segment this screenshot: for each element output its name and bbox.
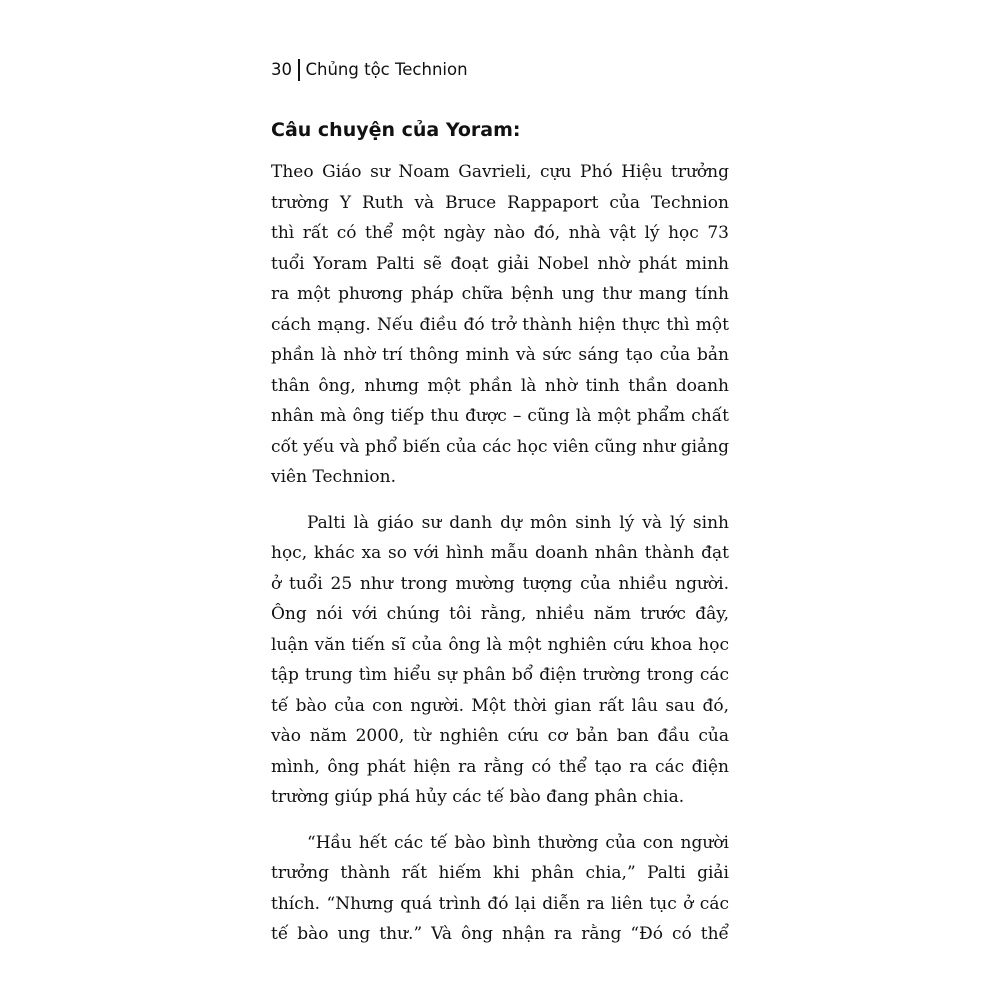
book-title: Chủng tộc Technion <box>305 60 468 79</box>
paragraph <box>271 828 729 950</box>
text-line: học, khác xa so với hình mẫu doanh nhân thành đạt <box>271 543 729 563</box>
text-line: mình, ông phát hiện ra rằng có thể tạo ra các điện <box>271 756 729 777</box>
text-line: trưởng thành rất hiếm khi phân chia,” Palti giải <box>271 863 729 883</box>
text-line: ra một phương pháp chữa bệnh ung thư mang tính <box>271 284 729 304</box>
paragraph <box>271 157 729 493</box>
text-line: nhân mà ông tiếp thu được – cũng là một phẩm chất <box>271 406 729 426</box>
text-line: viên Technion. <box>271 467 396 487</box>
body-text <box>271 157 729 965</box>
running-header <box>271 58 468 82</box>
text-line: trường giúp phá hủy các tế bào đang phân chia. <box>271 787 685 807</box>
text-line: vào năm 2000, từ nghiên cứu cơ bản ban đầu của <box>271 726 729 746</box>
text-line: thích. “Nhưng quá trình đó lại diễn ra liên tục ở các <box>271 893 729 914</box>
text-line: Ông nói với chúng tôi rằng, nhiều năm trước đây, <box>271 604 729 624</box>
section-heading: Câu chuyện của Yoram: <box>271 119 521 141</box>
text-line: tế bào của con người. Một thời gian rất lâu sau đó, <box>271 695 729 716</box>
text-line: trường Y Ruth và Bruce Rappaport của Technion <box>271 192 729 213</box>
text-line: phần là nhờ trí thông minh và sức sáng tạo của bản <box>271 345 729 365</box>
text-line: thì rất có thể một ngày nào đó, nhà vật lý học 73 <box>271 223 729 243</box>
text-line: tập trung tìm hiểu sự phân bổ điện trường trong các <box>271 665 729 685</box>
text-line: cách mạng. Nếu điều đó trở thành hiện thực thì một <box>271 314 729 335</box>
text-line: tuổi Yoram Palti sẽ đoạt giải Nobel nhờ phát minh <box>271 253 729 274</box>
text-line: cốt yếu và phổ biến của các học viên cũng như giảng <box>271 436 729 457</box>
text-line: tế bào ung thư.” Và ông nhận ra rằng “Đó có thể <box>271 924 729 944</box>
text-line: thân ông, nhưng một phần là nhờ tinh thần doanh <box>271 375 729 396</box>
text-line: ở tuổi 25 như trong mường tượng của nhiều người. <box>271 573 729 594</box>
text-line: luận văn tiến sĩ của ông là một nghiên cứu khoa học <box>271 634 729 655</box>
text-line: Palti là giáo sư danh dự môn sinh lý và lý sinh <box>307 512 729 533</box>
text-line: “Hầu hết các tế bào bình thường của con người <box>307 832 729 853</box>
text-line: Theo Giáo sư Noam Gavrieli, cựu Phó Hiệu trưởng <box>271 162 729 182</box>
header-divider <box>298 59 300 81</box>
page-number: 30 <box>271 60 292 79</box>
paragraph <box>271 508 729 813</box>
